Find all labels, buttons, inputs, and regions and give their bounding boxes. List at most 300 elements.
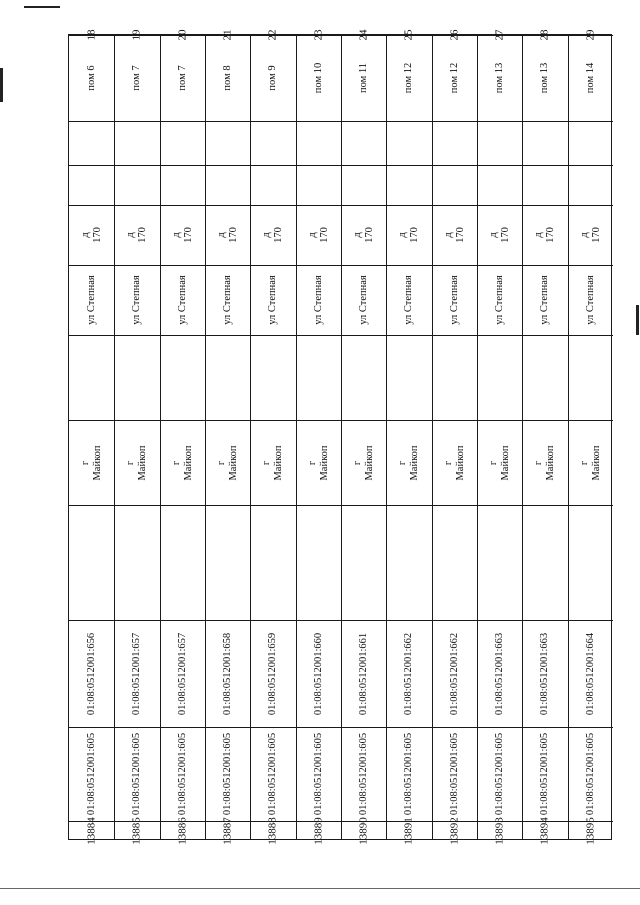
- cell-empty-c: [523, 335, 567, 420]
- cell-city: [115, 420, 159, 505]
- cell-house: [569, 205, 613, 265]
- reg: 13886: [176, 817, 189, 845]
- reg: 13884: [85, 817, 98, 845]
- idx: 23: [312, 29, 325, 41]
- cell-house: [387, 205, 431, 265]
- cell-city: [569, 420, 613, 505]
- cell-empty-d: [342, 505, 386, 620]
- cell-city: [297, 420, 341, 505]
- reg-text: [539, 817, 552, 845]
- cell-cadastral: [342, 620, 386, 727]
- cadastral: 01:08:0512001:662: [403, 632, 415, 715]
- cadastral: 01:08:0512001:664: [584, 632, 596, 715]
- cell-empty-d: [69, 505, 114, 620]
- house-prefix: д: [397, 232, 409, 238]
- cell-empty-a: [523, 121, 567, 165]
- room-text: [177, 65, 189, 90]
- cell-empty-a: [251, 121, 295, 165]
- cadastral-text: [222, 632, 234, 714]
- cadastral-text: [131, 632, 143, 714]
- cadastral-text: [585, 632, 597, 714]
- cell-empty-d: [433, 505, 477, 620]
- cell-empty-b: [161, 165, 205, 205]
- house-number: 170: [273, 227, 285, 243]
- cell-room: [251, 35, 295, 121]
- street-text: [403, 275, 415, 325]
- cell-quarter: [161, 727, 205, 821]
- street-text: [494, 275, 506, 325]
- idx: 20: [176, 29, 189, 41]
- city-prefix: г: [488, 460, 500, 465]
- street: ул Степная: [85, 275, 97, 325]
- cell-house: [478, 205, 522, 265]
- room: пом 10: [312, 62, 324, 94]
- cell-quarter: [251, 727, 295, 821]
- reg: 13889: [312, 817, 325, 845]
- quarter-text: [403, 733, 415, 815]
- cell-empty-a: [387, 121, 431, 165]
- cell-house: [206, 205, 250, 265]
- city-prefix: г: [397, 460, 409, 465]
- quarter-text: [585, 733, 597, 815]
- table-row: [432, 29, 477, 845]
- cell-quarter: [69, 727, 114, 821]
- cell-room: [69, 35, 114, 121]
- city-name: Майкоп: [454, 444, 466, 481]
- room-text: [358, 63, 370, 93]
- cell-empty-d: [387, 505, 431, 620]
- city-prefix: г: [261, 460, 273, 465]
- reg-text: [131, 817, 144, 845]
- cell-room: [478, 35, 522, 121]
- cell-cadastral: [433, 620, 477, 727]
- cell-cadastral: [387, 620, 431, 727]
- reg-text: [584, 817, 597, 845]
- quarter-text: [131, 733, 143, 815]
- city-prefix: г: [578, 460, 590, 465]
- cell-street: [115, 265, 159, 335]
- scan-mark-left: [0, 68, 3, 102]
- cell-street: [387, 265, 431, 335]
- house-text: [307, 227, 331, 243]
- quarter-text: [267, 733, 279, 815]
- scan-mark-right: [636, 305, 639, 335]
- idx-text: [267, 30, 280, 41]
- city-prefix: г: [170, 460, 182, 465]
- reg-text: [403, 817, 416, 845]
- quarter: 01:08:0512001:605: [494, 732, 506, 816]
- cell-room: [161, 35, 205, 121]
- city-prefix: г: [352, 460, 364, 465]
- street: ул Степная: [584, 275, 596, 325]
- quarter-text: [494, 733, 506, 815]
- house-text: [216, 227, 240, 243]
- idx-text: [494, 30, 507, 41]
- cadastral: 01:08:0512001:661: [358, 632, 370, 715]
- idx: 25: [402, 29, 415, 41]
- house-prefix: д: [488, 232, 500, 238]
- cell-house: [251, 205, 295, 265]
- quarter-text: [358, 733, 370, 815]
- street: ул Степная: [358, 275, 370, 325]
- reg: 13892: [448, 817, 461, 845]
- cell-empty-c: [251, 335, 295, 420]
- city-text: [443, 445, 467, 480]
- room: пом 12: [448, 62, 460, 94]
- room-text: [585, 63, 597, 93]
- reg-text: [267, 817, 280, 845]
- cell-empty-b: [342, 165, 386, 205]
- city-name: Майкоп: [91, 444, 103, 481]
- room: пом 9: [267, 65, 279, 91]
- cell-city: [342, 420, 386, 505]
- house-text: [443, 227, 467, 243]
- street: ул Степная: [494, 275, 506, 325]
- street: ул Степная: [312, 275, 324, 325]
- city-text: [125, 445, 149, 480]
- cell-empty-b: [387, 165, 431, 205]
- house-number: 170: [500, 227, 512, 243]
- city-text: [533, 445, 557, 480]
- quarter: 01:08:0512001:605: [358, 732, 370, 816]
- room: пом 7: [176, 65, 188, 91]
- table-row: [341, 29, 386, 845]
- cell-street: [69, 265, 114, 335]
- idx-text: [176, 30, 189, 41]
- quarter-text: [449, 733, 461, 815]
- cell-street: [342, 265, 386, 335]
- quarter: 01:08:0512001:605: [584, 732, 596, 816]
- cadastral: 01:08:0512001:663: [494, 632, 506, 715]
- cell-street: [523, 265, 567, 335]
- house-text: [533, 227, 557, 243]
- idx: 18: [85, 29, 98, 41]
- cell-street: [251, 265, 295, 335]
- cell-cadastral: [478, 620, 522, 727]
- idx: 22: [266, 29, 279, 41]
- street-text: [86, 275, 98, 325]
- house-text: [125, 227, 149, 243]
- cell-reg: [115, 817, 159, 845]
- reg: 13893: [493, 817, 506, 845]
- reg-text: [312, 817, 325, 845]
- idx: 29: [584, 29, 597, 41]
- cadastral: 01:08:0512001:658: [222, 632, 234, 715]
- city-name: Майкоп: [364, 444, 376, 481]
- cell-street: [206, 265, 250, 335]
- room: пом 8: [222, 65, 234, 91]
- cell-house: [115, 205, 159, 265]
- cell-empty-a: [569, 121, 613, 165]
- city-prefix: г: [79, 460, 91, 465]
- table-row: [477, 29, 522, 845]
- city-text: [307, 445, 331, 480]
- cell-quarter: [115, 727, 159, 821]
- quarter: 01:08:0512001:605: [267, 732, 279, 816]
- idx-text: [312, 30, 325, 41]
- cadastral: 01:08:0512001:660: [312, 632, 324, 715]
- house-prefix: д: [125, 232, 137, 238]
- cell-house: [433, 205, 477, 265]
- street: ул Степная: [131, 275, 143, 325]
- house-text: [397, 227, 421, 243]
- cell-house: [69, 205, 114, 265]
- cell-street: [433, 265, 477, 335]
- cell-quarter: [478, 727, 522, 821]
- cell-reg: [569, 817, 613, 845]
- cell-street: [478, 265, 522, 335]
- cell-house: [342, 205, 386, 265]
- house-prefix: д: [79, 232, 91, 238]
- cell-city: [433, 420, 477, 505]
- house-text: [579, 227, 603, 243]
- street: ул Степная: [539, 275, 551, 325]
- reg: 13895: [584, 817, 597, 845]
- room: пом 12: [403, 62, 415, 94]
- cell-empty-a: [297, 121, 341, 165]
- cadastral-text: [539, 632, 551, 714]
- cell-empty-d: [569, 505, 613, 620]
- quarter: 01:08:0512001:605: [131, 732, 143, 816]
- room: пом 6: [85, 65, 97, 91]
- room-text: [222, 65, 234, 90]
- idx: 28: [538, 29, 551, 41]
- city-text: [352, 445, 376, 480]
- cell-reg: [297, 817, 341, 845]
- cell-reg: [69, 817, 114, 845]
- idx: 26: [448, 29, 461, 41]
- cell-empty-a: [161, 121, 205, 165]
- cell-room: [523, 35, 567, 121]
- city-prefix: г: [306, 460, 318, 465]
- cell-city: [523, 420, 567, 505]
- house-text: [80, 227, 104, 243]
- cell-house: [523, 205, 567, 265]
- cell-empty-d: [206, 505, 250, 620]
- cell-empty-c: [297, 335, 341, 420]
- cell-quarter: [433, 727, 477, 821]
- room-text: [449, 63, 461, 93]
- cell-street: [297, 265, 341, 335]
- table-row: [296, 29, 341, 845]
- city-text: [80, 445, 104, 480]
- cadastral-text: [449, 632, 461, 714]
- street-text: [585, 275, 597, 325]
- house-number: 170: [545, 227, 557, 243]
- idx: 24: [357, 29, 370, 41]
- cell-quarter: [342, 727, 386, 821]
- quarter-text: [539, 733, 551, 815]
- cell-reg: [433, 817, 477, 845]
- cell-empty-c: [569, 335, 613, 420]
- city-text: [579, 445, 603, 480]
- cadastral: 01:08:0512001:659: [267, 632, 279, 715]
- scan-mark-top: [24, 6, 60, 8]
- cell-city: [206, 420, 250, 505]
- cell-quarter: [569, 727, 613, 821]
- city-name: Майкоп: [228, 444, 240, 481]
- cell-empty-a: [115, 121, 159, 165]
- cell-room: [115, 35, 159, 121]
- city-name: Майкоп: [318, 444, 330, 481]
- reg: 13890: [357, 817, 370, 845]
- cell-empty-c: [478, 335, 522, 420]
- cell-city: [251, 420, 295, 505]
- city-prefix: г: [533, 460, 545, 465]
- cell-empty-d: [251, 505, 295, 620]
- cadastral-text: [86, 632, 98, 714]
- house-text: [171, 227, 195, 243]
- city-name: Майкоп: [182, 444, 194, 481]
- cadastral: 01:08:0512001:662: [448, 632, 460, 715]
- cell-cadastral: [161, 620, 205, 727]
- reg: 13887: [221, 817, 234, 845]
- quarter: 01:08:0512001:605: [448, 732, 460, 816]
- cell-empty-b: [297, 165, 341, 205]
- city-prefix: г: [442, 460, 454, 465]
- idx-text: [539, 30, 552, 41]
- city-text: [216, 445, 240, 480]
- city-text: [488, 445, 512, 480]
- cadastral-text: [358, 632, 370, 714]
- cell-city: [69, 420, 114, 505]
- cell-empty-b: [478, 165, 522, 205]
- quarter: 01:08:0512001:605: [403, 732, 415, 816]
- table-row: [250, 29, 295, 845]
- house-number: 170: [91, 227, 103, 243]
- house-text: [488, 227, 512, 243]
- street-text: [449, 275, 461, 325]
- city-prefix: г: [125, 460, 137, 465]
- cell-room: [342, 35, 386, 121]
- cadastral-text: [494, 632, 506, 714]
- house-text: [352, 227, 376, 243]
- house-number: 170: [182, 227, 194, 243]
- room: пом 14: [584, 62, 596, 94]
- scan-mark-bottom: [0, 888, 640, 889]
- cell-room: [387, 35, 431, 121]
- cell-cadastral: [569, 620, 613, 727]
- idx-text: [358, 30, 371, 41]
- cell-quarter: [523, 727, 567, 821]
- street-text: [539, 275, 551, 325]
- idx-text: [584, 30, 597, 41]
- city-name: Майкоп: [409, 444, 421, 481]
- cadastral-table: [68, 29, 612, 845]
- cell-reg: [387, 817, 431, 845]
- table-row: [114, 29, 159, 845]
- cell-street: [569, 265, 613, 335]
- cell-empty-a: [433, 121, 477, 165]
- cell-empty-b: [433, 165, 477, 205]
- house-number: 170: [409, 227, 421, 243]
- house-prefix: д: [170, 232, 182, 238]
- reg: 13894: [538, 817, 551, 845]
- house-prefix: д: [261, 232, 273, 238]
- room: пом 7: [131, 65, 143, 91]
- cadastral: 01:08:0512001:663: [539, 632, 551, 715]
- city-name: Майкоп: [590, 444, 602, 481]
- cadastral-text: [177, 632, 189, 714]
- cell-house: [161, 205, 205, 265]
- room: пом 11: [358, 62, 370, 94]
- cell-reg: [478, 817, 522, 845]
- street-text: [313, 275, 325, 325]
- cell-room: [433, 35, 477, 121]
- reg-text: [448, 817, 461, 845]
- cell-house: [297, 205, 341, 265]
- city-text: [397, 445, 421, 480]
- cell-quarter: [206, 727, 250, 821]
- reg-text: [222, 817, 235, 845]
- city-text: [171, 445, 195, 480]
- room: пом 13: [494, 62, 506, 94]
- reg: 13888: [266, 817, 279, 845]
- city-name: Майкоп: [137, 444, 149, 481]
- cell-street: [161, 265, 205, 335]
- house-number: 170: [228, 227, 240, 243]
- cell-city: [161, 420, 205, 505]
- cell-cadastral: [251, 620, 295, 727]
- cell-empty-c: [69, 335, 114, 420]
- cell-city: [478, 420, 522, 505]
- idx-text: [222, 30, 235, 41]
- cell-empty-d: [478, 505, 522, 620]
- cell-empty-b: [115, 165, 159, 205]
- cell-empty-c: [161, 335, 205, 420]
- cell-reg: [206, 817, 250, 845]
- street: ул Степная: [176, 275, 188, 325]
- reg: 13885: [130, 817, 143, 845]
- cadastral-text: [403, 632, 415, 714]
- street: ул Степная: [267, 275, 279, 325]
- idx-text: [131, 30, 144, 41]
- table-row: [69, 29, 114, 845]
- city-name: Майкоп: [500, 444, 512, 481]
- cell-empty-d: [115, 505, 159, 620]
- room-text: [494, 63, 506, 93]
- cell-cadastral: [69, 620, 114, 727]
- reg-text: [85, 817, 98, 845]
- cell-room: [206, 35, 250, 121]
- cell-quarter: [297, 727, 341, 821]
- cell-city: [387, 420, 431, 505]
- room-text: [131, 65, 143, 90]
- cadastral: 01:08:0512001:657: [176, 632, 188, 715]
- cell-empty-c: [115, 335, 159, 420]
- street: ул Степная: [403, 275, 415, 325]
- cell-cadastral: [206, 620, 250, 727]
- idx-text: [448, 30, 461, 41]
- house-number: 170: [137, 227, 149, 243]
- cell-empty-a: [478, 121, 522, 165]
- table-row: [205, 29, 250, 845]
- city-text: [261, 445, 285, 480]
- street-text: [267, 275, 279, 325]
- room-text: [267, 65, 279, 90]
- idx-text: [403, 30, 416, 41]
- quarter-text: [86, 733, 98, 815]
- cell-reg: [342, 817, 386, 845]
- cell-cadastral: [297, 620, 341, 727]
- idx: 27: [493, 29, 506, 41]
- cell-empty-c: [342, 335, 386, 420]
- cadastral: 01:08:0512001:656: [85, 632, 97, 715]
- city-name: Майкоп: [273, 444, 285, 481]
- cell-empty-a: [342, 121, 386, 165]
- house-number: 170: [590, 227, 602, 243]
- house-prefix: д: [306, 232, 318, 238]
